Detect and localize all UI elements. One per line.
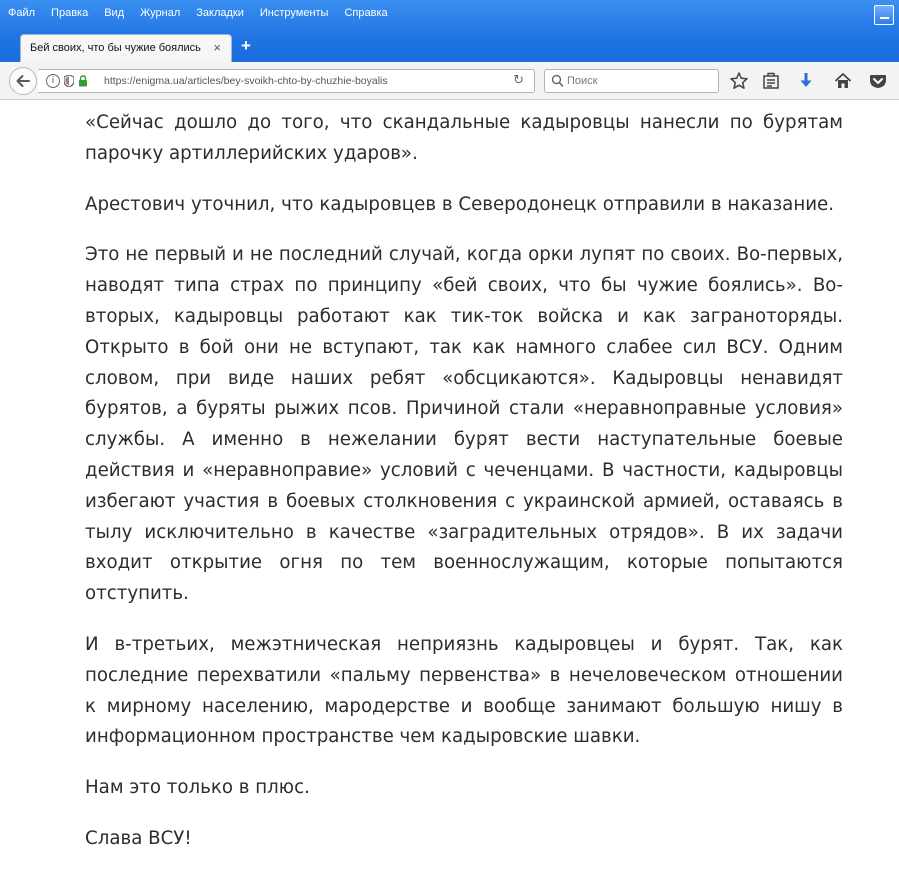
article-paragraph: «Сейчас дошло до того, что скандальные кадыровцы нанесли по бурятам парочку артиллерийских ударов». xyxy=(85,112,843,164)
url-text[interactable]: https://enigma.ua/articles/bey-svoikh-chto-by-chuzhie-boyalis xyxy=(104,75,388,87)
tab-active[interactable] xyxy=(20,34,232,62)
menu-tools[interactable]: Инструменты xyxy=(259,7,329,19)
search-placeholder: Поиск xyxy=(567,75,598,87)
bookmark-star-icon[interactable] xyxy=(729,71,749,91)
tab-close-button[interactable]: × xyxy=(213,40,221,55)
nav-toolbar xyxy=(0,62,899,100)
article-paragraph: Арестович уточнил, что кадыровцев в Северодонецк отправили в наказание. xyxy=(85,193,834,215)
article-paragraph: И в-третьих, межэтническая неприязнь кадыровцеы и бурят. Так, как последние перехватили «пальму первенства» в нечеловеческом отношении к мирному населению, мародерстве и вообще занимают большую нишу в информационном пространстве чем кадыровские шавки. xyxy=(85,633,843,748)
menu-view[interactable]: Вид xyxy=(104,7,125,19)
back-arrow-icon xyxy=(15,73,31,89)
download-icon[interactable] xyxy=(796,71,816,91)
menu-file[interactable]: Файл xyxy=(8,7,36,19)
shield-icon[interactable] xyxy=(64,75,74,87)
menu-help[interactable]: Справка xyxy=(344,7,388,19)
info-icon[interactable]: i xyxy=(46,74,60,88)
article-paragraph: Это не первый и не последний случай, когда орки лупят по своих. Во-первых, наводят типа страх по принципу «бей своих, что бы чужие боялись». Во-вторых, кадыровцы работают как тик-ток войска и как заграноторяды. Открыто в бой они не вступают, так как намного слабее сил ВСУ. Одним словом, при виде наших ребят «обсцикаются». Кадыровцы ненавидят бурятов, а буряты рыжих псов. Причиной стали «неравноправные условия» службы. А именно в нежелании бурят вести наступательные боевые действия и «неравноправие» условий с чеченцами. В частности, кадыровцы избегают участия в боевых столкновения с украинской армией, оставаясь в тылу исключительно в качестве «заградительных отрядов». В их задачи входит открытие огня по тем военнослужащим, которые попытаются отступить. xyxy=(85,244,843,605)
minimize-button[interactable] xyxy=(874,5,894,25)
menu-edit[interactable]: Правка xyxy=(51,7,89,19)
menu-bookmarks[interactable]: Закладки xyxy=(196,7,244,19)
search-icon xyxy=(551,74,564,88)
new-tab-button[interactable]: + xyxy=(241,36,251,55)
window-frame xyxy=(0,0,899,66)
pocket-icon[interactable] xyxy=(868,71,888,91)
home-icon[interactable] xyxy=(833,71,853,91)
article-paragraph: Нам это только в плюс. xyxy=(85,777,310,799)
article-paragraph: Слава ВСУ! xyxy=(85,827,192,849)
back-button[interactable] xyxy=(9,67,37,95)
lock-icon[interactable] xyxy=(78,75,88,87)
tab-title: Бей своих, что бы чужие боялись xyxy=(30,42,201,54)
search-bar[interactable] xyxy=(544,69,719,93)
article-content xyxy=(85,108,843,875)
menu-bar xyxy=(0,0,404,26)
menu-history[interactable]: Журнал xyxy=(140,7,181,19)
url-bar[interactable] xyxy=(38,69,535,93)
minimize-icon xyxy=(880,17,889,19)
reload-icon[interactable]: ↻ xyxy=(513,73,524,88)
reading-list-icon[interactable] xyxy=(761,71,781,91)
